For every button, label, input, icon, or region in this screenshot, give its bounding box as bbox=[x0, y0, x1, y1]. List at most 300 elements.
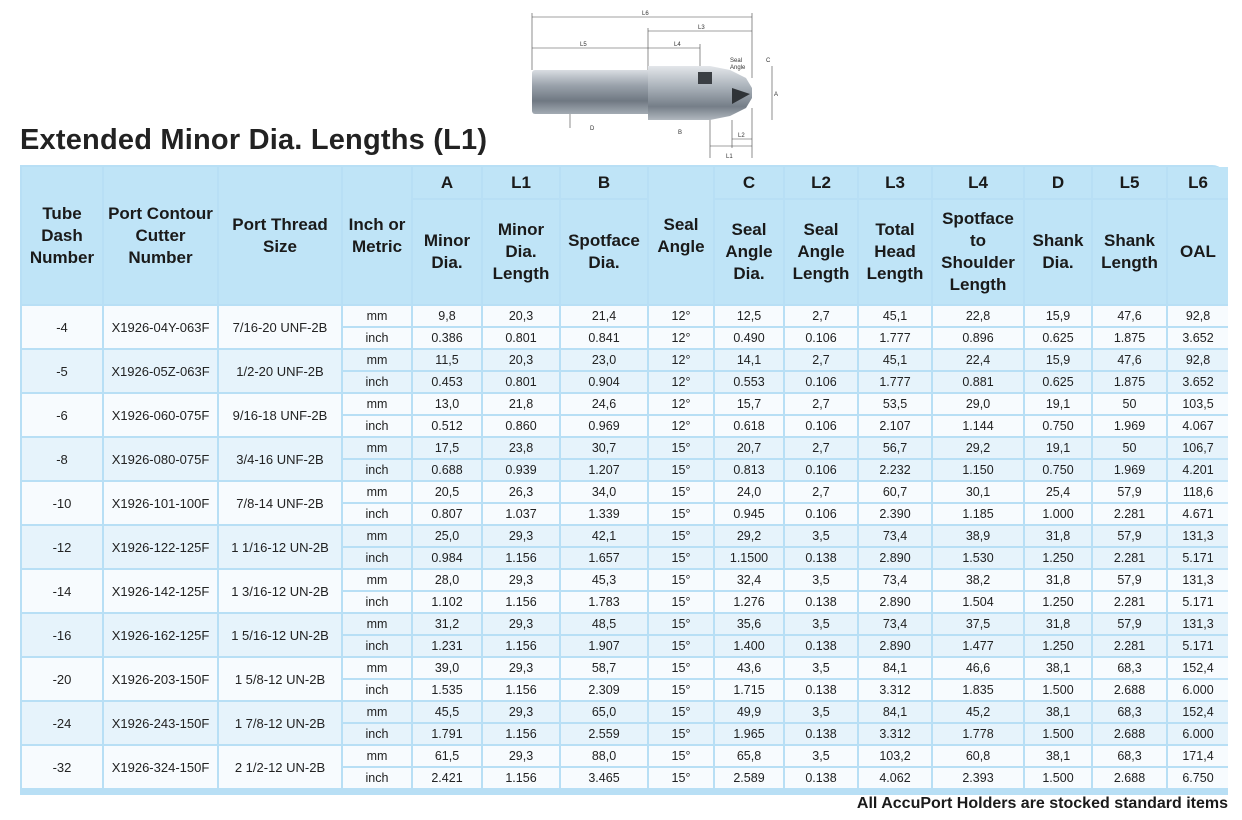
value-cell: 6.000 bbox=[1168, 680, 1228, 700]
value-cell: 2.559 bbox=[561, 724, 647, 744]
value-cell: 45,2 bbox=[933, 702, 1023, 722]
thread-size-cell: 7/8-14 UNF-2B bbox=[219, 482, 341, 524]
value-cell: 45,1 bbox=[859, 350, 931, 370]
value-cell: 0.750 bbox=[1025, 416, 1091, 436]
value-cell: 21,4 bbox=[561, 306, 647, 326]
value-cell: 25,4 bbox=[1025, 482, 1091, 502]
value-cell: 15° bbox=[649, 614, 713, 634]
value-cell: 12,5 bbox=[715, 306, 783, 326]
cutter-number-cell: X1926-324-150F bbox=[104, 746, 217, 788]
value-cell: 2.688 bbox=[1093, 768, 1166, 788]
value-cell: 0.106 bbox=[785, 328, 857, 348]
value-cell: 0.453 bbox=[413, 372, 481, 392]
value-cell: 1.778 bbox=[933, 724, 1023, 744]
table-row bbox=[22, 570, 1228, 590]
value-cell: 1.156 bbox=[483, 592, 559, 612]
value-cell: 2,7 bbox=[785, 350, 857, 370]
value-cell: 35,6 bbox=[715, 614, 783, 634]
col-unit: Inch or Metric bbox=[343, 167, 411, 304]
value-cell: 19,1 bbox=[1025, 394, 1091, 414]
dim-label-c: C bbox=[766, 58, 771, 64]
value-cell: 1.276 bbox=[715, 592, 783, 612]
value-cell: 50 bbox=[1093, 394, 1166, 414]
dim-label-d: D bbox=[590, 126, 595, 132]
col-total-head-length: Total Head Length bbox=[859, 200, 931, 304]
value-cell: 9,8 bbox=[413, 306, 481, 326]
value-cell: 2,7 bbox=[785, 306, 857, 326]
dim-label-a: A bbox=[774, 92, 779, 98]
value-cell: 73,4 bbox=[859, 614, 931, 634]
value-cell: 0.625 bbox=[1025, 372, 1091, 392]
value-cell: 15° bbox=[649, 702, 713, 722]
value-cell: 2.890 bbox=[859, 548, 931, 568]
value-cell: 1.969 bbox=[1093, 416, 1166, 436]
cutter-number-cell: X1926-122-125F bbox=[104, 526, 217, 568]
value-cell: 1.400 bbox=[715, 636, 783, 656]
value-cell: 19,1 bbox=[1025, 438, 1091, 458]
value-cell: 29,2 bbox=[715, 526, 783, 546]
value-cell: 1.477 bbox=[933, 636, 1023, 656]
value-cell: 2.688 bbox=[1093, 724, 1166, 744]
value-cell: 2.421 bbox=[413, 768, 481, 788]
header-letter-row bbox=[22, 167, 1228, 198]
value-cell: 29,3 bbox=[483, 702, 559, 722]
value-cell: 1.207 bbox=[561, 460, 647, 480]
value-cell: 60,8 bbox=[933, 746, 1023, 766]
value-cell: 0.750 bbox=[1025, 460, 1091, 480]
col-letter-c: C bbox=[715, 167, 783, 198]
value-cell: 131,3 bbox=[1168, 570, 1228, 590]
unit-cell: mm bbox=[343, 482, 411, 502]
tube-dash-cell: -32 bbox=[22, 746, 102, 788]
value-cell: 131,3 bbox=[1168, 526, 1228, 546]
tube-dash-cell: -24 bbox=[22, 702, 102, 744]
thread-size-cell: 2 1/2-12 UN-2B bbox=[219, 746, 341, 788]
thread-size-cell: 1 7/8-12 UN-2B bbox=[219, 702, 341, 744]
value-cell: 0.553 bbox=[715, 372, 783, 392]
dim-label-l1: L1 bbox=[726, 154, 733, 160]
svg-text:Angle: Angle bbox=[730, 65, 746, 71]
value-cell: 11,5 bbox=[413, 350, 481, 370]
value-cell: 24,0 bbox=[715, 482, 783, 502]
value-cell: 2.390 bbox=[859, 504, 931, 524]
value-cell: 1.156 bbox=[483, 636, 559, 656]
value-cell: 47,6 bbox=[1093, 350, 1166, 370]
value-cell: 29,3 bbox=[483, 614, 559, 634]
value-cell: 2,7 bbox=[785, 394, 857, 414]
value-cell: 1.000 bbox=[1025, 504, 1091, 524]
value-cell: 58,7 bbox=[561, 658, 647, 678]
value-cell: 12° bbox=[649, 416, 713, 436]
value-cell: 50 bbox=[1093, 438, 1166, 458]
value-cell: 2,7 bbox=[785, 438, 857, 458]
value-cell: 22,4 bbox=[933, 350, 1023, 370]
value-cell: 30,7 bbox=[561, 438, 647, 458]
value-cell: 2.890 bbox=[859, 636, 931, 656]
col-spotface-shoulder-length: Spotface to Shoulder Length bbox=[933, 200, 1023, 304]
col-seal-angle-dia: Seal Angle Dia. bbox=[715, 200, 783, 304]
value-cell: 15° bbox=[649, 460, 713, 480]
footnote: All AccuPort Holders are stocked standard items bbox=[856, 795, 1228, 812]
col-seal-angle: Seal Angle bbox=[649, 167, 713, 304]
unit-cell: mm bbox=[343, 702, 411, 722]
col-minor-dia: Minor Dia. bbox=[413, 200, 481, 304]
dim-label-b: B bbox=[678, 130, 683, 136]
value-cell: 0.106 bbox=[785, 504, 857, 524]
col-letter-l3: L3 bbox=[859, 167, 931, 198]
value-cell: 15° bbox=[649, 658, 713, 678]
value-cell: 53,5 bbox=[859, 394, 931, 414]
value-cell: 2.281 bbox=[1093, 548, 1166, 568]
col-letter-b: B bbox=[561, 167, 647, 198]
value-cell: 1.777 bbox=[859, 328, 931, 348]
value-cell: 88,0 bbox=[561, 746, 647, 766]
value-cell: 2.890 bbox=[859, 592, 931, 612]
value-cell: 3,5 bbox=[785, 702, 857, 722]
value-cell: 0.512 bbox=[413, 416, 481, 436]
value-cell: 3,5 bbox=[785, 746, 857, 766]
value-cell: 0.106 bbox=[785, 416, 857, 436]
col-letter-d: D bbox=[1025, 167, 1091, 198]
value-cell: 3,5 bbox=[785, 614, 857, 634]
unit-cell: inch bbox=[343, 768, 411, 788]
value-cell: 57,9 bbox=[1093, 570, 1166, 590]
thread-size-cell: 7/16-20 UNF-2B bbox=[219, 306, 341, 348]
unit-cell: mm bbox=[343, 306, 411, 326]
value-cell: 32,4 bbox=[715, 570, 783, 590]
value-cell: 65,0 bbox=[561, 702, 647, 722]
col-letter-l6: L6 bbox=[1168, 167, 1228, 198]
unit-cell: inch bbox=[343, 592, 411, 612]
thread-size-cell: 9/16-18 UNF-2B bbox=[219, 394, 341, 436]
value-cell: 2.281 bbox=[1093, 504, 1166, 524]
cutter-number-cell: X1926-060-075F bbox=[104, 394, 217, 436]
value-cell: 46,6 bbox=[933, 658, 1023, 678]
unit-cell: inch bbox=[343, 460, 411, 480]
value-cell: 103,5 bbox=[1168, 394, 1228, 414]
thread-size-cell: 1 5/16-12 UN-2B bbox=[219, 614, 341, 656]
value-cell: 0.969 bbox=[561, 416, 647, 436]
dim-label-l5: L5 bbox=[580, 42, 587, 48]
value-cell: 25,0 bbox=[413, 526, 481, 546]
value-cell: 1.250 bbox=[1025, 636, 1091, 656]
value-cell: 1.657 bbox=[561, 548, 647, 568]
value-cell: 0.807 bbox=[413, 504, 481, 524]
unit-cell: mm bbox=[343, 614, 411, 634]
value-cell: 1.875 bbox=[1093, 328, 1166, 348]
value-cell: 68,3 bbox=[1093, 702, 1166, 722]
value-cell: 1.102 bbox=[413, 592, 481, 612]
value-cell: 1.250 bbox=[1025, 592, 1091, 612]
unit-cell: mm bbox=[343, 526, 411, 546]
value-cell: 15° bbox=[649, 438, 713, 458]
dim-label-l6: L6 bbox=[642, 11, 649, 17]
value-cell: 73,4 bbox=[859, 570, 931, 590]
value-cell: 30,1 bbox=[933, 482, 1023, 502]
value-cell: 0.138 bbox=[785, 680, 857, 700]
value-cell: 2.281 bbox=[1093, 592, 1166, 612]
tube-dash-cell: -20 bbox=[22, 658, 102, 700]
value-cell: 13,0 bbox=[413, 394, 481, 414]
tube-dash-cell: -6 bbox=[22, 394, 102, 436]
value-cell: 84,1 bbox=[859, 658, 931, 678]
value-cell: 31,2 bbox=[413, 614, 481, 634]
value-cell: 0.138 bbox=[785, 768, 857, 788]
cutter-number-cell: X1926-203-150F bbox=[104, 658, 217, 700]
value-cell: 1.835 bbox=[933, 680, 1023, 700]
value-cell: 4.067 bbox=[1168, 416, 1228, 436]
value-cell: 38,1 bbox=[1025, 702, 1091, 722]
value-cell: 3,5 bbox=[785, 658, 857, 678]
tube-dash-cell: -16 bbox=[22, 614, 102, 656]
col-thread: Port Thread Size bbox=[219, 167, 341, 304]
col-letter-l2: L2 bbox=[785, 167, 857, 198]
table-row bbox=[22, 702, 1228, 722]
value-cell: 0.984 bbox=[413, 548, 481, 568]
spec-table-container bbox=[20, 165, 1228, 795]
value-cell: 0.138 bbox=[785, 592, 857, 612]
value-cell: 15° bbox=[649, 768, 713, 788]
value-cell: 38,2 bbox=[933, 570, 1023, 590]
value-cell: 15° bbox=[649, 482, 713, 502]
value-cell: 103,2 bbox=[859, 746, 931, 766]
cutter-number-cell: X1926-243-150F bbox=[104, 702, 217, 744]
value-cell: 68,3 bbox=[1093, 746, 1166, 766]
tube-dash-cell: -4 bbox=[22, 306, 102, 348]
value-cell: 15° bbox=[649, 636, 713, 656]
value-cell: 4.201 bbox=[1168, 460, 1228, 480]
value-cell: 60,7 bbox=[859, 482, 931, 502]
tube-dash-cell: -12 bbox=[22, 526, 102, 568]
page-title: Extended Minor Dia. Lengths (L1) bbox=[20, 124, 488, 156]
value-cell: 43,6 bbox=[715, 658, 783, 678]
unit-cell: inch bbox=[343, 548, 411, 568]
table-row bbox=[22, 746, 1228, 766]
unit-cell: mm bbox=[343, 394, 411, 414]
value-cell: 31,8 bbox=[1025, 570, 1091, 590]
value-cell: 1.500 bbox=[1025, 724, 1091, 744]
unit-cell: inch bbox=[343, 636, 411, 656]
value-cell: 1.231 bbox=[413, 636, 481, 656]
value-cell: 0.618 bbox=[715, 416, 783, 436]
value-cell: 92,8 bbox=[1168, 350, 1228, 370]
value-cell: 0.688 bbox=[413, 460, 481, 480]
value-cell: 0.945 bbox=[715, 504, 783, 524]
value-cell: 61,5 bbox=[413, 746, 481, 766]
tube-dash-cell: -8 bbox=[22, 438, 102, 480]
value-cell: 1.504 bbox=[933, 592, 1023, 612]
value-cell: 4.671 bbox=[1168, 504, 1228, 524]
value-cell: 1.144 bbox=[933, 416, 1023, 436]
value-cell: 3.312 bbox=[859, 680, 931, 700]
dim-label-l3: L3 bbox=[698, 25, 705, 31]
unit-cell: inch bbox=[343, 680, 411, 700]
value-cell: 57,9 bbox=[1093, 526, 1166, 546]
value-cell: 26,3 bbox=[483, 482, 559, 502]
value-cell: 56,7 bbox=[859, 438, 931, 458]
value-cell: 0.801 bbox=[483, 372, 559, 392]
value-cell: 92,8 bbox=[1168, 306, 1228, 326]
value-cell: 84,1 bbox=[859, 702, 931, 722]
value-cell: 28,0 bbox=[413, 570, 481, 590]
col-minor-dia-length: Minor Dia. Length bbox=[483, 200, 559, 304]
value-cell: 1.156 bbox=[483, 680, 559, 700]
cutter-number-cell: X1926-05Z-063F bbox=[104, 350, 217, 392]
value-cell: 49,9 bbox=[715, 702, 783, 722]
col-shank-length: Shank Length bbox=[1093, 200, 1166, 304]
thread-size-cell: 1 3/16-12 UN-2B bbox=[219, 570, 341, 612]
value-cell: 20,7 bbox=[715, 438, 783, 458]
table-row bbox=[22, 350, 1228, 370]
value-cell: 39,0 bbox=[413, 658, 481, 678]
value-cell: 2,7 bbox=[785, 482, 857, 502]
value-cell: 0.939 bbox=[483, 460, 559, 480]
value-cell: 14,1 bbox=[715, 350, 783, 370]
col-letter-l5: L5 bbox=[1093, 167, 1166, 198]
value-cell: 0.841 bbox=[561, 328, 647, 348]
tool-holder-diagram bbox=[520, 8, 790, 164]
value-cell: 15° bbox=[649, 570, 713, 590]
value-cell: 106,7 bbox=[1168, 438, 1228, 458]
value-cell: 31,8 bbox=[1025, 614, 1091, 634]
value-cell: 21,8 bbox=[483, 394, 559, 414]
cutter-number-cell: X1926-04Y-063F bbox=[104, 306, 217, 348]
value-cell: 65,8 bbox=[715, 746, 783, 766]
value-cell: 15° bbox=[649, 504, 713, 524]
table-row bbox=[22, 526, 1228, 546]
value-cell: 0.138 bbox=[785, 548, 857, 568]
tube-dash-cell: -5 bbox=[22, 350, 102, 392]
dim-label-seal-angle: Seal bbox=[730, 58, 743, 64]
table-row bbox=[22, 306, 1228, 326]
col-tube-dash: Tube Dash Number bbox=[22, 167, 102, 304]
table-row bbox=[22, 614, 1228, 634]
value-cell: 57,9 bbox=[1093, 482, 1166, 502]
value-cell: 1.150 bbox=[933, 460, 1023, 480]
value-cell: 3.652 bbox=[1168, 372, 1228, 392]
value-cell: 68,3 bbox=[1093, 658, 1166, 678]
value-cell: 5.171 bbox=[1168, 548, 1228, 568]
value-cell: 1.791 bbox=[413, 724, 481, 744]
value-cell: 131,3 bbox=[1168, 614, 1228, 634]
value-cell: 15,9 bbox=[1025, 306, 1091, 326]
value-cell: 2.309 bbox=[561, 680, 647, 700]
table-row bbox=[22, 482, 1228, 502]
value-cell: 15° bbox=[649, 592, 713, 612]
value-cell: 23,0 bbox=[561, 350, 647, 370]
unit-cell: inch bbox=[343, 724, 411, 744]
shank-shape bbox=[532, 70, 652, 114]
value-cell: 152,4 bbox=[1168, 658, 1228, 678]
value-cell: 1.969 bbox=[1093, 460, 1166, 480]
cutter-number-cell: X1926-101-100F bbox=[104, 482, 217, 524]
col-seal-angle-length: Seal Angle Length bbox=[785, 200, 857, 304]
tube-dash-cell: -14 bbox=[22, 570, 102, 612]
value-cell: 6.000 bbox=[1168, 724, 1228, 744]
value-cell: 0.386 bbox=[413, 328, 481, 348]
value-cell: 1.965 bbox=[715, 724, 783, 744]
value-cell: 29,3 bbox=[483, 746, 559, 766]
value-cell: 5.171 bbox=[1168, 636, 1228, 656]
value-cell: 1.185 bbox=[933, 504, 1023, 524]
unit-cell: mm bbox=[343, 746, 411, 766]
value-cell: 15° bbox=[649, 526, 713, 546]
value-cell: 6.750 bbox=[1168, 768, 1228, 788]
value-cell: 1.1500 bbox=[715, 548, 783, 568]
value-cell: 1.156 bbox=[483, 724, 559, 744]
value-cell: 29,0 bbox=[933, 394, 1023, 414]
thread-size-cell: 1 1/16-12 UN-2B bbox=[219, 526, 341, 568]
value-cell: 45,5 bbox=[413, 702, 481, 722]
value-cell: 20,5 bbox=[413, 482, 481, 502]
value-cell: 23,8 bbox=[483, 438, 559, 458]
value-cell: 1.875 bbox=[1093, 372, 1166, 392]
value-cell: 29,3 bbox=[483, 570, 559, 590]
value-cell: 1.250 bbox=[1025, 548, 1091, 568]
value-cell: 2.393 bbox=[933, 768, 1023, 788]
value-cell: 47,6 bbox=[1093, 306, 1166, 326]
thread-size-cell: 3/4-16 UNF-2B bbox=[219, 438, 341, 480]
value-cell: 12° bbox=[649, 394, 713, 414]
unit-cell: mm bbox=[343, 570, 411, 590]
value-cell: 12° bbox=[649, 350, 713, 370]
value-cell: 2.589 bbox=[715, 768, 783, 788]
unit-cell: inch bbox=[343, 372, 411, 392]
value-cell: 3.312 bbox=[859, 724, 931, 744]
cutter-number-cell: X1926-080-075F bbox=[104, 438, 217, 480]
spec-table bbox=[20, 165, 1230, 790]
value-cell: 152,4 bbox=[1168, 702, 1228, 722]
cutter-number-cell: X1926-142-125F bbox=[104, 570, 217, 612]
thread-size-cell: 1 5/8-12 UN-2B bbox=[219, 658, 341, 700]
value-cell: 45,1 bbox=[859, 306, 931, 326]
value-cell: 0.860 bbox=[483, 416, 559, 436]
unit-cell: mm bbox=[343, 350, 411, 370]
value-cell: 2.107 bbox=[859, 416, 931, 436]
value-cell: 17,5 bbox=[413, 438, 481, 458]
value-cell: 1.500 bbox=[1025, 680, 1091, 700]
value-cell: 1.907 bbox=[561, 636, 647, 656]
value-cell: 0.896 bbox=[933, 328, 1023, 348]
value-cell: 1.530 bbox=[933, 548, 1023, 568]
value-cell: 0.904 bbox=[561, 372, 647, 392]
unit-cell: mm bbox=[343, 658, 411, 678]
value-cell: 73,4 bbox=[859, 526, 931, 546]
value-cell: 42,1 bbox=[561, 526, 647, 546]
unit-cell: mm bbox=[343, 438, 411, 458]
col-oal: OAL bbox=[1168, 200, 1228, 304]
unit-cell: inch bbox=[343, 328, 411, 348]
value-cell: 38,1 bbox=[1025, 658, 1091, 678]
value-cell: 0.625 bbox=[1025, 328, 1091, 348]
col-letter-a: A bbox=[413, 167, 481, 198]
value-cell: 3.465 bbox=[561, 768, 647, 788]
value-cell: 15° bbox=[649, 724, 713, 744]
dim-label-l2: L2 bbox=[738, 133, 745, 139]
col-cutter: Port Contour Cutter Number bbox=[104, 167, 217, 304]
value-cell: 3,5 bbox=[785, 570, 857, 590]
value-cell: 1.783 bbox=[561, 592, 647, 612]
value-cell: 24,6 bbox=[561, 394, 647, 414]
value-cell: 29,3 bbox=[483, 658, 559, 678]
value-cell: 0.106 bbox=[785, 460, 857, 480]
cutter-number-cell: X1926-162-125F bbox=[104, 614, 217, 656]
value-cell: 0.138 bbox=[785, 724, 857, 744]
value-cell: 12° bbox=[649, 372, 713, 392]
value-cell: 1.777 bbox=[859, 372, 931, 392]
value-cell: 38,1 bbox=[1025, 746, 1091, 766]
value-cell: 118,6 bbox=[1168, 482, 1228, 502]
